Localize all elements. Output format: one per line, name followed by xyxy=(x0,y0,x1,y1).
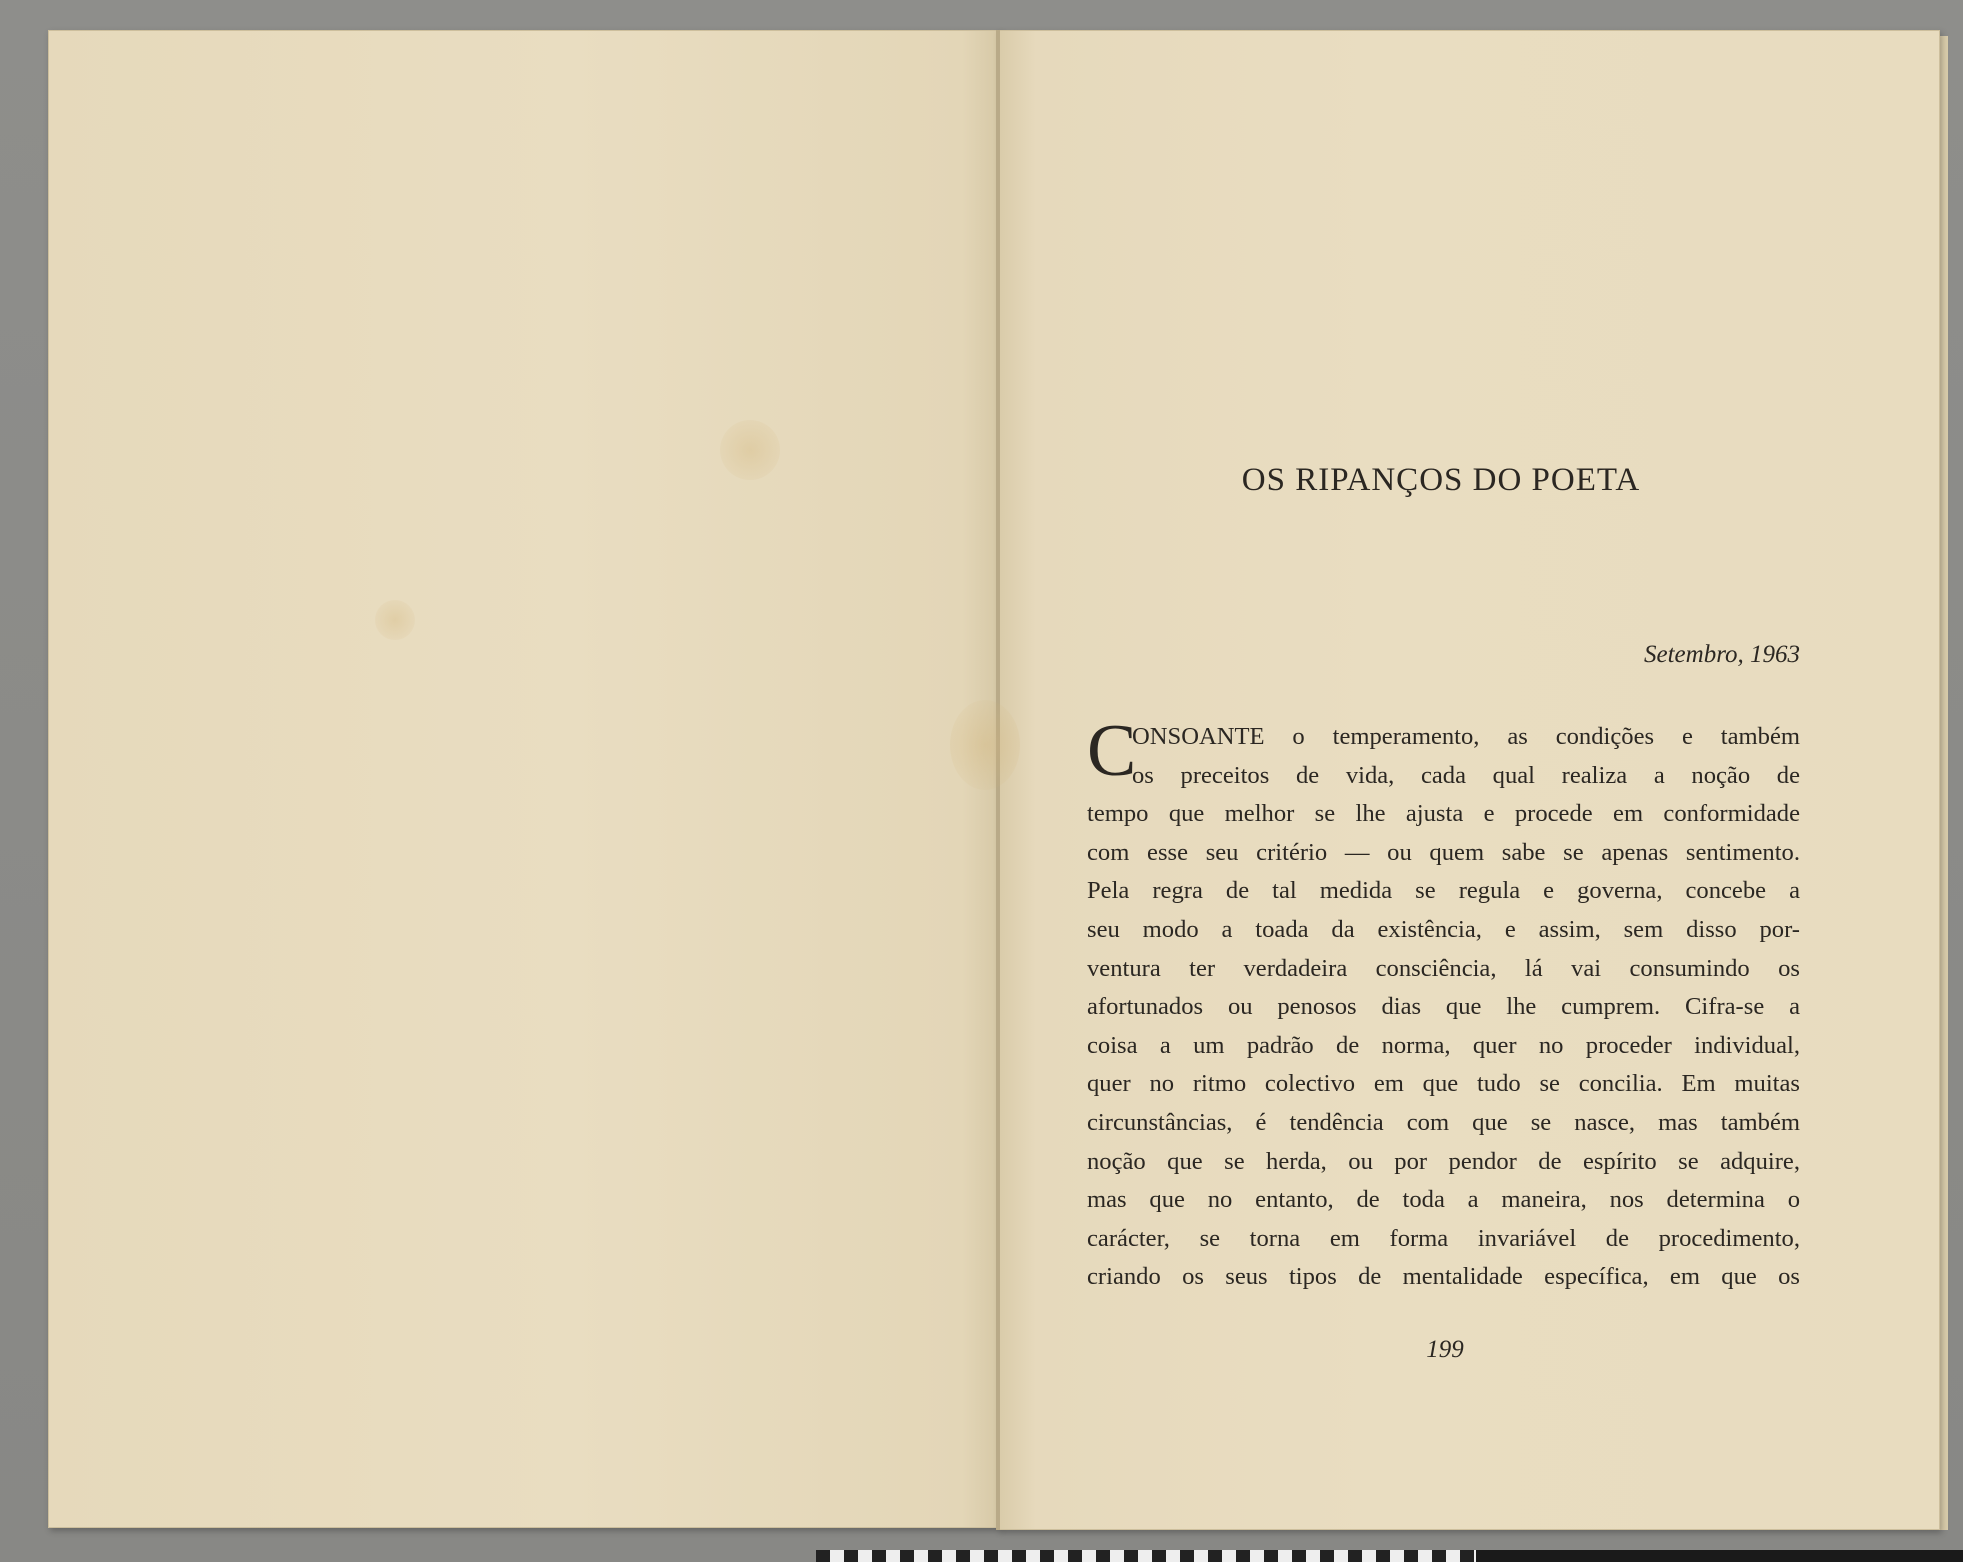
text-line: carácter, se torna em forma invariável de procedimento, xyxy=(1087,1224,1800,1252)
paper-stain xyxy=(950,700,1020,790)
paper-stain xyxy=(720,420,780,480)
text-line: mas que no entanto, de toda a maneira, nos determina o xyxy=(1087,1186,1800,1214)
text-line: afortunados ou penosos dias que lhe cumprem. Cifra-se a xyxy=(1087,993,1800,1021)
paper-stain xyxy=(375,600,415,640)
left-page-blank xyxy=(48,30,1000,1528)
text-line: noção que se herda, ou por pendor de espírito se adquire, xyxy=(1087,1147,1800,1175)
text-line: quer no ritmo colectivo em que tudo se concilia. Em muitas xyxy=(1087,1070,1800,1098)
text-line: ONSOANTE o temperamento, as condições e também xyxy=(1132,723,1800,750)
text-line: criando os seus tipos de mentalidade específica, em que os xyxy=(1087,1263,1800,1291)
drop-cap: C xyxy=(1087,710,1137,792)
text-line: com esse seu critério — ou quem sabe se apenas sentimento. xyxy=(1087,838,1800,866)
text-line: os preceitos de vida, cada qual realiza a noção de xyxy=(1132,761,1800,789)
scale-ruler-dark-segment xyxy=(1476,1550,1963,1562)
chapter-title: OS RIPANÇOS DO POETA xyxy=(1241,462,1641,498)
page-number: 199 xyxy=(1426,1336,1464,1363)
date-line: Setembro, 1963 xyxy=(1644,641,1800,668)
text-line: coisa a um padrão de norma, quer no proceder individual, xyxy=(1087,1031,1800,1059)
text-line: Pela regra de tal medida se regula e governa, concebe a xyxy=(1087,877,1800,905)
text-line: tempo que melhor se lhe ajusta e procede em conformidade xyxy=(1087,800,1800,828)
text-line: ventura ter verdadeira consciência, lá vai consumindo os xyxy=(1087,954,1800,982)
body-paragraph xyxy=(1087,718,1800,1297)
text-line: seu modo a toada da existência, e assim, sem disso por- xyxy=(1087,915,1800,943)
text-line: circunstâncias, é tendência com que se nasce, mas também xyxy=(1087,1108,1800,1136)
